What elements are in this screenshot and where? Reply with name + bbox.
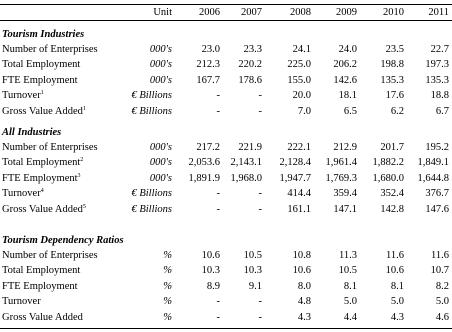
row-label-text: Gross Value Added [2, 203, 83, 215]
table-row [0, 248, 452, 263]
table-cell: 8.9 [206, 280, 220, 292]
table-cell: 6.5 [343, 105, 357, 117]
table-cell: 225.0 [287, 59, 311, 71]
table-cell: 4.3 [390, 311, 404, 323]
footnote-marker: 2 [80, 157, 84, 164]
table-cell: 142.6 [333, 74, 357, 86]
table-cell: 1,849.1 [417, 157, 449, 169]
table-cell: 4.6 [435, 311, 449, 323]
row-unit: € Billions [131, 203, 172, 215]
table-cell: 147.6 [425, 203, 449, 215]
row-unit: 000's [149, 44, 172, 55]
table-cell: 142.8 [380, 203, 404, 215]
table-cell: 135.3 [425, 74, 449, 86]
table-cell: 5.0 [390, 296, 404, 308]
table-cell: 23.3 [243, 44, 262, 55]
row-unit: % [163, 296, 172, 308]
row-label-text: Gross Value Added [2, 105, 83, 117]
table-cell: 10.3 [243, 265, 262, 277]
table-row [0, 73, 452, 88]
row-label [2, 140, 98, 155]
table-cell: 1,769.3 [325, 172, 357, 184]
table-cell: 222.1 [287, 142, 311, 153]
table-cell: 17.6 [385, 90, 404, 102]
table-cell: 8.0 [297, 280, 311, 292]
table-cell: 8.1 [343, 280, 357, 292]
table-cell: 4.4 [343, 311, 357, 323]
row-label-text: Number of Enterprises [2, 142, 98, 153]
table-row [0, 279, 452, 294]
table-cell: 1,947.7 [279, 172, 311, 184]
footnote-marker: 4 [40, 188, 44, 195]
table-cell: 7.0 [297, 105, 311, 117]
table-cell: 22.7 [430, 44, 449, 55]
row-unit: 000's [149, 74, 172, 86]
table-cell: 6.7 [435, 105, 449, 117]
table-cell: 352.4 [380, 188, 404, 200]
section-title-text: All Industries [2, 127, 62, 138]
table-cell: 376.7 [425, 188, 449, 200]
table-cell: 201.7 [380, 142, 404, 153]
table-cell: 414.4 [287, 188, 311, 200]
row-unit: % [163, 311, 172, 323]
row-label [2, 104, 86, 119]
table-cell: 155.0 [287, 74, 311, 86]
table-cell: 1,891.9 [188, 172, 220, 184]
footnote-marker: 1 [82, 105, 86, 112]
bottom-rule [0, 328, 452, 329]
row-label-text: FTE Employment [2, 172, 78, 184]
footnote-marker: 1 [40, 90, 44, 97]
row-label-text: Total Employment [2, 59, 81, 71]
row-label-text: Number of Enterprises [2, 44, 98, 55]
table-cell: 10.8 [292, 250, 311, 261]
table-cell: 5.0 [435, 296, 449, 308]
row-label [2, 155, 83, 170]
section-title-text: Tourism Industries [2, 29, 85, 40]
row-label [2, 42, 98, 57]
table-row [0, 294, 452, 309]
table-row [0, 88, 452, 103]
table-cell: 178.6 [238, 74, 262, 86]
section-title [0, 125, 452, 140]
table-cell: 221.9 [238, 142, 262, 153]
table-cell: - [216, 105, 220, 117]
table-cell: - [216, 311, 220, 323]
table-row [0, 57, 452, 72]
row-label-text: Number of Enterprises [2, 250, 98, 261]
table-cell: 8.2 [435, 280, 449, 292]
table-cell: 18.8 [430, 90, 449, 102]
row-label [2, 248, 98, 263]
table-cell: 23.0 [201, 44, 220, 55]
table-cell: - [216, 90, 220, 102]
row-label-text: Total Employment [2, 157, 81, 169]
row-label-text: Gross Value Added [2, 311, 83, 323]
table-cell: 220.2 [238, 59, 262, 71]
table-cell: 2,053.6 [188, 157, 220, 169]
table-cell: 206.2 [333, 59, 357, 71]
row-label [2, 57, 80, 72]
table-cell: 11.6 [431, 250, 449, 261]
row-unit: € Billions [131, 90, 172, 102]
year-header: 2009 [336, 7, 357, 18]
table-cell: 24.0 [338, 44, 357, 55]
row-label [2, 310, 83, 325]
table-cell: 23.5 [385, 44, 404, 55]
table-row [0, 310, 452, 325]
unit-header: Unit [153, 7, 172, 18]
row-label [2, 88, 44, 103]
row-label-text: Turnover [2, 188, 41, 200]
table-cell: 135.3 [380, 74, 404, 86]
table-cell: 18.1 [338, 90, 357, 102]
table-cell: - [258, 105, 262, 117]
table-row [0, 140, 452, 155]
table-row [0, 42, 452, 57]
table-cell: 4.3 [297, 311, 311, 323]
row-label [2, 171, 81, 186]
row-label-text: FTE Employment [2, 74, 78, 86]
table-cell: 10.5 [243, 250, 262, 261]
table-cell: 198.8 [380, 59, 404, 71]
table-cell: 20.0 [292, 90, 311, 102]
row-label [2, 279, 78, 294]
row-label [2, 263, 80, 278]
table-cell: 24.1 [292, 44, 311, 55]
table-cell: - [216, 188, 220, 200]
table-cell: - [258, 203, 262, 215]
table-cell: 161.1 [287, 203, 311, 215]
table-cell: 1,882.2 [372, 157, 404, 169]
row-label-text: Total Employment [2, 265, 81, 277]
table-cell: 10.5 [338, 265, 357, 277]
table-cell: 1,644.8 [417, 172, 449, 184]
table-cell: 1,968.0 [230, 172, 262, 184]
table-cell: 11.3 [339, 250, 357, 261]
table-cell: 212.3 [196, 59, 220, 71]
table-cell: 10.6 [385, 265, 404, 277]
table-row [0, 186, 452, 201]
section-title [0, 233, 452, 248]
table-cell: - [258, 188, 262, 200]
table-cell: 167.7 [196, 74, 220, 86]
row-label-text: FTE Employment [2, 280, 78, 292]
table-cell: 10.7 [430, 265, 449, 277]
year-header: 2010 [383, 7, 404, 18]
table-cell: 6.2 [390, 105, 404, 117]
table-cell: - [258, 296, 262, 308]
table-cell: 147.1 [333, 203, 357, 215]
header-row [0, 5, 452, 20]
table-cell: 197.3 [425, 59, 449, 71]
section-title-text: Tourism Dependency Ratios [2, 235, 124, 246]
table-cell: 2,128.4 [279, 157, 311, 169]
row-unit: % [163, 265, 172, 277]
table-row [0, 171, 452, 186]
row-label-text: Turnover [2, 90, 41, 102]
row-label [2, 294, 41, 309]
table-cell: - [216, 203, 220, 215]
year-header: 2011 [428, 7, 449, 18]
table-cell: - [216, 296, 220, 308]
table-cell: 1,961.4 [325, 157, 357, 169]
year-header: 2006 [199, 7, 220, 18]
table-cell: 5.0 [343, 296, 357, 308]
table-cell: 1,680.0 [372, 172, 404, 184]
table-row [0, 104, 452, 119]
row-unit: 000's [149, 157, 172, 169]
table-row [0, 263, 452, 278]
row-unit: 000's [149, 172, 172, 184]
row-label-text: Turnover [2, 296, 41, 308]
table-cell: 10.6 [292, 265, 311, 277]
row-unit: € Billions [131, 105, 172, 117]
footnote-marker: 5 [82, 203, 86, 210]
row-unit: 000's [149, 142, 172, 153]
table-cell: - [258, 90, 262, 102]
row-unit: % [163, 280, 172, 292]
table-row [0, 202, 452, 217]
header-rule [0, 20, 452, 21]
row-label [2, 186, 44, 201]
row-label [2, 73, 78, 88]
table-cell: 8.1 [390, 280, 404, 292]
table-cell: 9.1 [248, 280, 262, 292]
row-label [2, 202, 86, 217]
row-unit: 000's [149, 59, 172, 71]
table-cell: 2,143.1 [230, 157, 262, 169]
table-cell: 212.9 [333, 142, 357, 153]
year-header: 2007 [241, 7, 262, 18]
table-cell: 195.2 [425, 142, 449, 153]
table-cell: 10.6 [201, 250, 220, 261]
table-cell: 11.6 [386, 250, 404, 261]
row-unit: % [163, 250, 172, 261]
table-row [0, 155, 452, 170]
table-cell: 217.2 [196, 142, 220, 153]
year-header: 2008 [290, 7, 311, 18]
footnote-marker: 3 [77, 172, 81, 179]
row-unit: € Billions [131, 188, 172, 200]
table-cell: 359.4 [333, 188, 357, 200]
table-cell: - [258, 311, 262, 323]
table-cell: 10.3 [201, 265, 220, 277]
table-cell: 4.8 [297, 296, 311, 308]
section-title [0, 27, 452, 42]
